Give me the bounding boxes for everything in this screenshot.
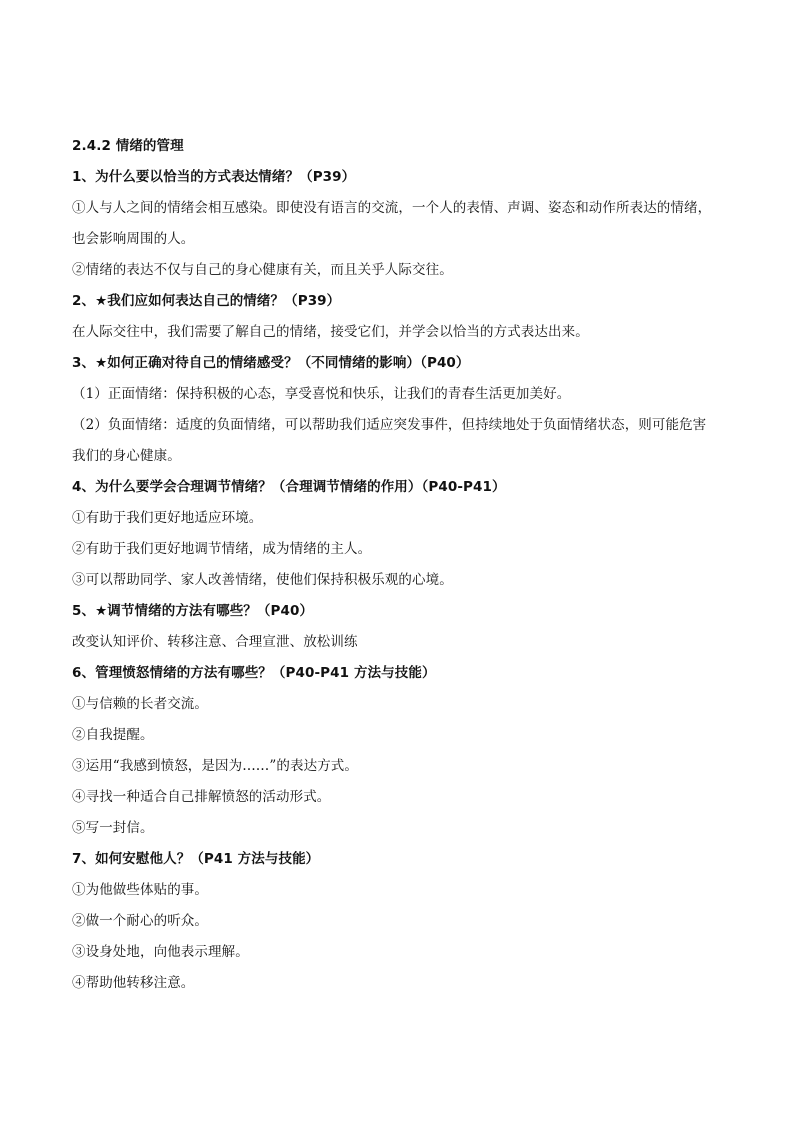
answer-7-3: ③设身处地，向他表示理解。 [72,944,249,960]
answer-6-3: ③运用“我感到愤怒，是因为……”的表达方式。 [72,758,359,774]
answer-3-3: 我们的身心健康。 [72,448,181,464]
document-content [72,131,734,999]
question-7: 7、如何安慰他人？（P41 方法与技能） [72,851,320,867]
answer-3-2: （2）负面情绪：适度的负面情绪，可以帮助我们适应突发事件，但持续地处于负面情绪状态，则可能危害 [72,417,707,433]
answer-6-1: ①与信赖的长者交流。 [72,696,208,712]
answer-7-4: ④帮助他转移注意。 [72,975,195,991]
answer-6-2: ②自我提醒。 [72,727,154,743]
answer-1-2: 也会影响周围的人。 [72,231,195,247]
answer-2-1: 在人际交往中，我们需要了解自己的情绪，接受它们，并学会以恰当的方式表达出来。 [72,324,589,340]
question-3: 3、★如何正确对待自己的情绪感受？（不同情绪的影响）（P40） [72,355,470,371]
question-5: 5、★调节情绪的方法有哪些？（P40） [72,603,314,619]
answer-7-2: ②做一个耐心的听众。 [72,913,208,929]
answer-6-4: ④寻找一种适合自己排解愤怒的活动形式。 [72,789,331,805]
answer-5-1: 改变认知评价、转移注意、合理宣泄、放松训练 [72,634,358,650]
answer-7-1: ①为他做些体贴的事。 [72,882,208,898]
question-6: 6、管理愤怒情绪的方法有哪些？（P40-P41 方法与技能） [72,665,436,681]
section-title: 2.4.2 情绪的管理 [72,138,184,154]
answer-6-5: ⑤写一封信。 [72,820,154,836]
answer-4-2: ②有助于我们更好地调节情绪，成为情绪的主人。 [72,541,372,557]
answer-4-3: ③可以帮助同学、家人改善情绪，使他们保持积极乐观的心境。 [72,572,453,588]
question-2: 2、★我们应如何表达自己的情绪？（P39） [72,293,341,309]
answer-3-1: （1）正面情绪：保持积极的心态，享受喜悦和快乐，让我们的青春生活更加美好。 [72,386,571,402]
answer-1-1: ①人与人之间的情绪会相互感染。即使没有语言的交流，一个人的表情、声调、姿态和动作所表达的情绪， [72,200,712,216]
question-4: 4、为什么要学会合理调节情绪？（合理调节情绪的作用）（P40-P41） [72,479,506,495]
answer-4-1: ①有助于我们更好地适应环境。 [72,510,263,526]
question-1: 1、为什么要以恰当的方式表达情绪？（P39） [72,169,356,185]
answer-1-3: ②情绪的表达不仅与自己的身心健康有关，而且关乎人际交往。 [72,262,453,278]
